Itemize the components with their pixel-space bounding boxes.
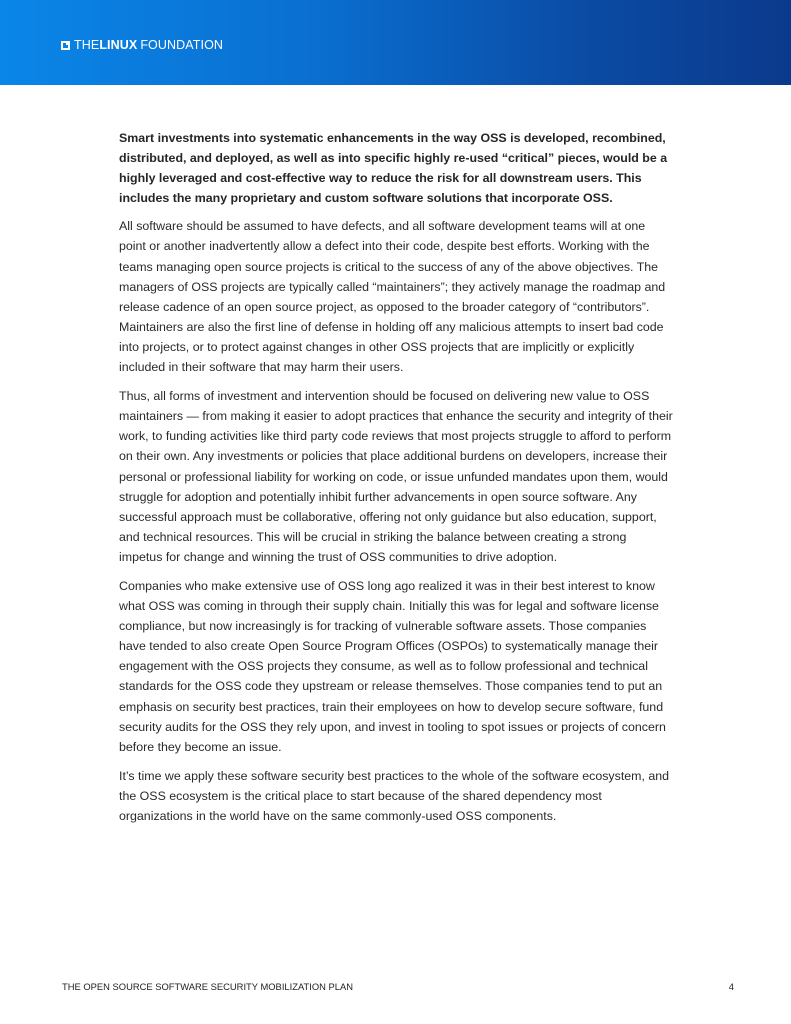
page-number: 4: [728, 981, 734, 992]
lead-paragraph: Smart investments into systematic enhancements in the way OSS is developed, recombined, distributed, and deployed, as well as into specific highly re-used “critical” pieces, would be a highly leveraged and cost-effective way to reduce the risk for all downstream users. This includes the many proprietary and custom software solutions that incorporate OSS.: [119, 131, 668, 206]
footer-title: THE OPEN SOURCE SOFTWARE SECURITY MOBILIZATION PLAN: [62, 981, 354, 992]
linux-foundation-logo: [61, 38, 223, 52]
body-paragraph: Companies who make extensive use of OSS long ago realized it was in their best interest to know what OSS was coming in through their supply chain. Initially this was for legal and software license compliance, but now increasingly is for tracking of vulnerable software assets. Those companies have tended to also create Open Source Program Offices (OSPOs) to systematically manage their engagement with the OSS projects they consume, as well as to follow professional and technical standards for the OSS code they upstream or release themselves. Those companies tend to put an emphasis on security best practices, train their employees on how to develop secure software, fund security audits for the OSS they rely upon, and invest in tooling to spot issues or projects of concern before they become an issue.: [119, 578, 666, 754]
logo-suffix: FOUNDATION: [140, 38, 224, 52]
body-paragraph: All software should be assumed to have defects, and all software development teams will at one point or another inadvertently allow a defect into their code, despite best efforts. Working with the teams managing open source projects is critical to the success of any of the above objectives. The managers of OSS projects are typically called “maintainers”; they actively manage the roadmap and release cadence of an open source project, as opposed to the broader category of “contributors”. Maintainers are also the first line of defense in holding off any malicious attempts to insert bad code into projects, or to protect against changes in other OSS projects that are implicitly or explicitly included in their software that may harm their users.: [119, 219, 666, 375]
logo-prefix: THE: [74, 38, 100, 52]
logo-square-icon: [61, 41, 70, 50]
document-body: [119, 128, 673, 835]
page-footer: [62, 981, 734, 993]
logo-brand: LINUX: [99, 38, 138, 52]
body-paragraph: It’s time we apply these software security best practices to the whole of the software ecosystem, and the OSS ecosystem is the critical place to start because of the shared dependency most organizations in the world have on the same commonly-used OSS components.: [119, 768, 670, 823]
page-header: [0, 0, 791, 85]
body-paragraph: Thus, all forms of investment and intervention should be focused on delivering new value to OSS maintainers — from making it easier to adopt practices that enhance the security and integrity of their work, to funding activities like third party code reviews that most projects struggle to afford to perform on their own. Any investments or policies that place additional burdens on developers, increase their personal or professional liability for working on code, or issue unfunded mandates upon them, would struggle for adoption and potentially inhibit further advancements in open source software. Any successful approach must be collaborative, offering not only guidance but also education, support, and technical resources. This will be crucial in striking the balance between creating a strong impetus for change and winning the trust of OSS communities to drive adoption.: [119, 389, 673, 564]
